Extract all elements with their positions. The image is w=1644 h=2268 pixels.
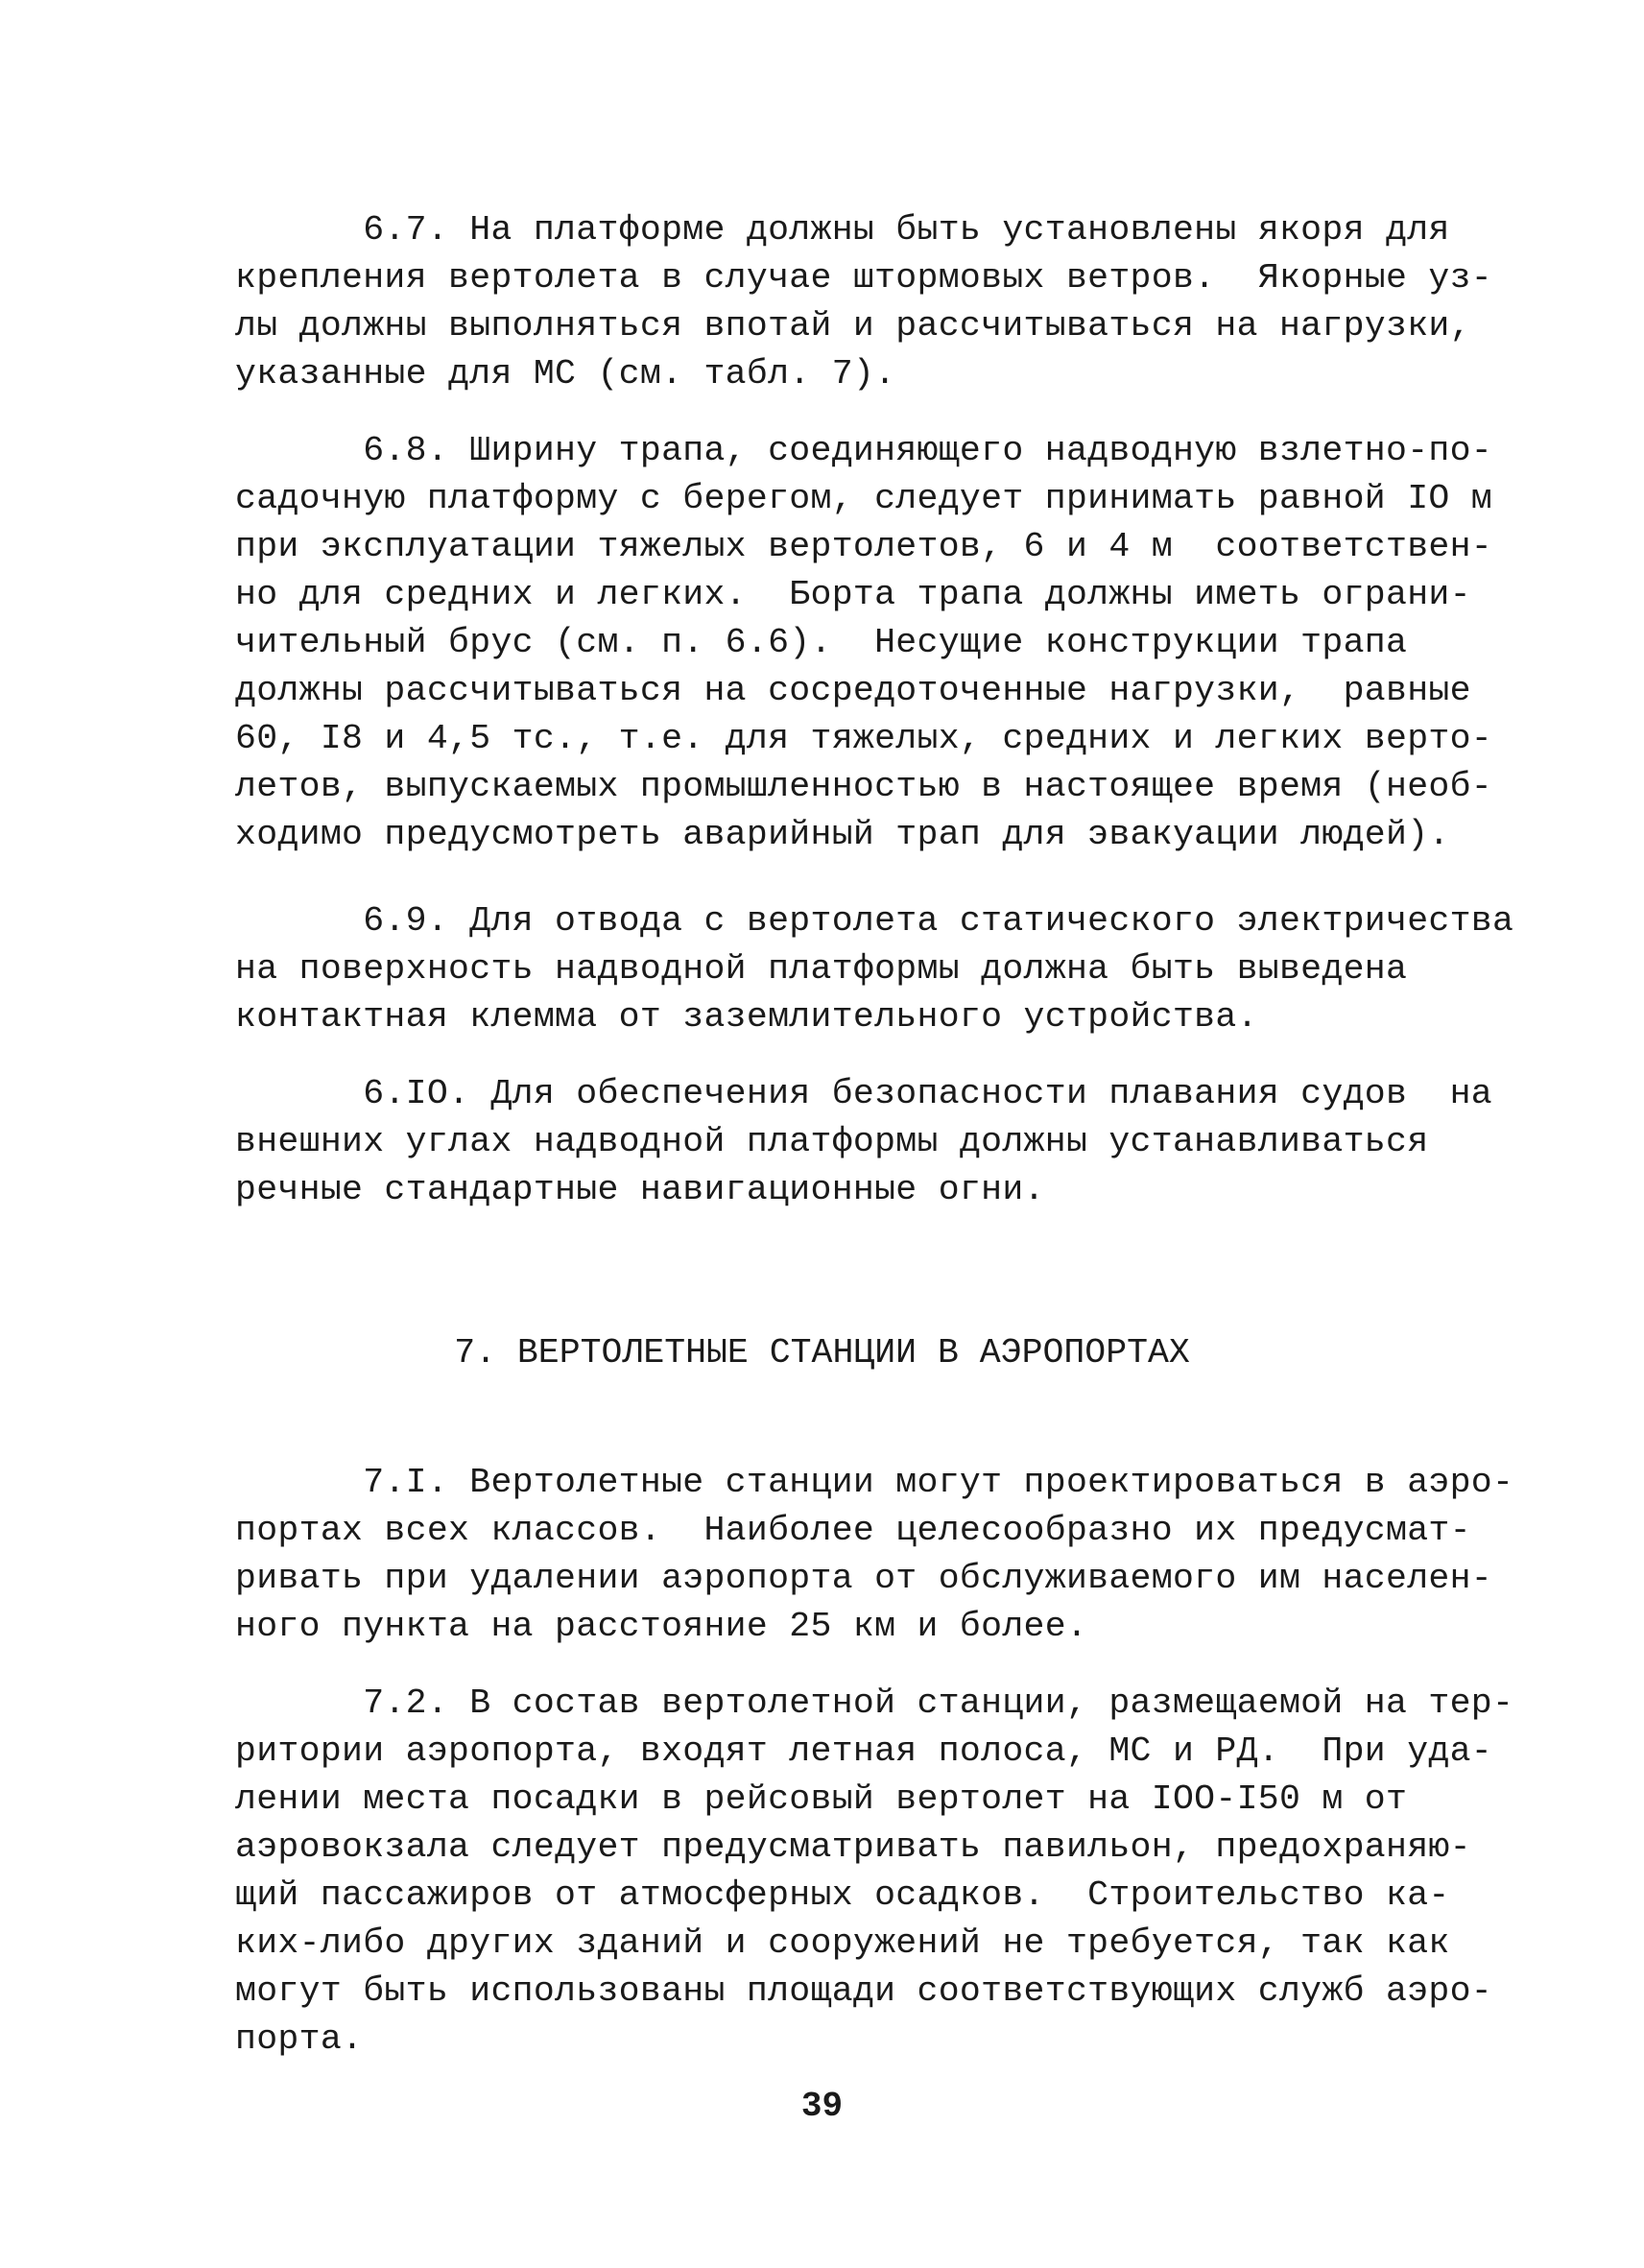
text-line: речные стандартные навигационные огни. bbox=[235, 1170, 1045, 1209]
paragraph-6-9 bbox=[235, 897, 1514, 1041]
text-line: портах всех классов. Наиболее целесообразно их предусмат- bbox=[235, 1511, 1471, 1550]
text-line: ритории аэропорта, входят летная полоса, МС и РД. При уда- bbox=[235, 1731, 1493, 1771]
text-line: могут быть использованы площади соответствующих служб аэро- bbox=[235, 1971, 1493, 2011]
text-line: порта. bbox=[235, 2019, 364, 2059]
text-line: ного пункта на расстояние 25 км и более. bbox=[235, 1607, 1088, 1646]
paragraph-7-2 bbox=[235, 1680, 1514, 2064]
text-line: аэровокзала следует предусматривать павильон, предохраняю- bbox=[235, 1827, 1471, 1867]
text-line: 6.9. Для отвода с вертолета статического электричества bbox=[235, 901, 1514, 941]
text-line: 6.7. На платформе должны быть установлены якоря для bbox=[235, 210, 1450, 250]
paragraph-6-10 bbox=[235, 1070, 1493, 1214]
paragraph-6-7 bbox=[235, 206, 1493, 398]
text-line: 7.I. Вертолетные станции могут проектироваться в аэро- bbox=[235, 1463, 1514, 1502]
text-line: ривать при удалении аэропорта от обслуживаемого им населен- bbox=[235, 1559, 1493, 1598]
text-line: на поверхность надводной платформы должна быть выведена bbox=[235, 949, 1408, 989]
text-line: контактная клемма от заземлительного устройства. bbox=[235, 997, 1258, 1037]
text-line: щий пассажиров от атмосферных осадков. Строительство ка- bbox=[235, 1875, 1450, 1915]
text-line: ходимо предусмотреть аварийный трап для эвакуации людей). bbox=[235, 815, 1450, 854]
text-line: внешних углах надводной платформы должны устанавливаться bbox=[235, 1122, 1429, 1161]
text-line: 6.IO. Для обеспечения безопасности плавания судов на bbox=[235, 1074, 1493, 1113]
paragraph-6-8 bbox=[235, 427, 1493, 859]
text-line: при эксплуатации тяжелых вертолетов, 6 и 4 м соответствен- bbox=[235, 527, 1493, 566]
text-line: ких-либо других зданий и сооружений не требуется, так как bbox=[235, 1923, 1450, 1963]
text-line: летов, выпускаемых промышленностью в настоящее время (необ- bbox=[235, 767, 1493, 806]
text-line: лы должны выполняться впотай и рассчитываться на нагрузки, bbox=[235, 306, 1471, 346]
text-line: указанные для МС (см. табл. 7). bbox=[235, 354, 896, 394]
text-line: крепления вертолета в случае штормовых ветров. Якорные уз- bbox=[235, 258, 1493, 298]
text-line: 6.8. Ширину трапа, соединяющего надводную взлетно-по- bbox=[235, 431, 1493, 470]
paragraph-7-1 bbox=[235, 1459, 1514, 1651]
text-line: но для средних и легких. Борта трапа должны иметь ограни- bbox=[235, 575, 1471, 614]
text-line: 60, I8 и 4,5 тс., т.е. для тяжелых, средних и легких верто- bbox=[235, 719, 1493, 758]
section-heading: 7. ВЕРТОЛЕТНЫЕ СТАНЦИИ В АЭРОПОРТАХ bbox=[454, 1333, 1190, 1373]
text-line: должны рассчитываться на сосредоточенные нагрузки, равные bbox=[235, 671, 1471, 710]
text-line: садочную платформу с берегом, следует принимать равной IO м bbox=[235, 479, 1493, 518]
text-line: чительный брус (см. п. 6.6). Несущие конструкции трапа bbox=[235, 623, 1408, 662]
page-number: 39 bbox=[800, 2087, 844, 2126]
text-line: лении места посадки в рейсовый вертолет на IOO-I50 м от bbox=[235, 1779, 1408, 1819]
text-line: 7.2. В состав вертолетной станции, размещаемой на тер- bbox=[235, 1683, 1514, 1723]
